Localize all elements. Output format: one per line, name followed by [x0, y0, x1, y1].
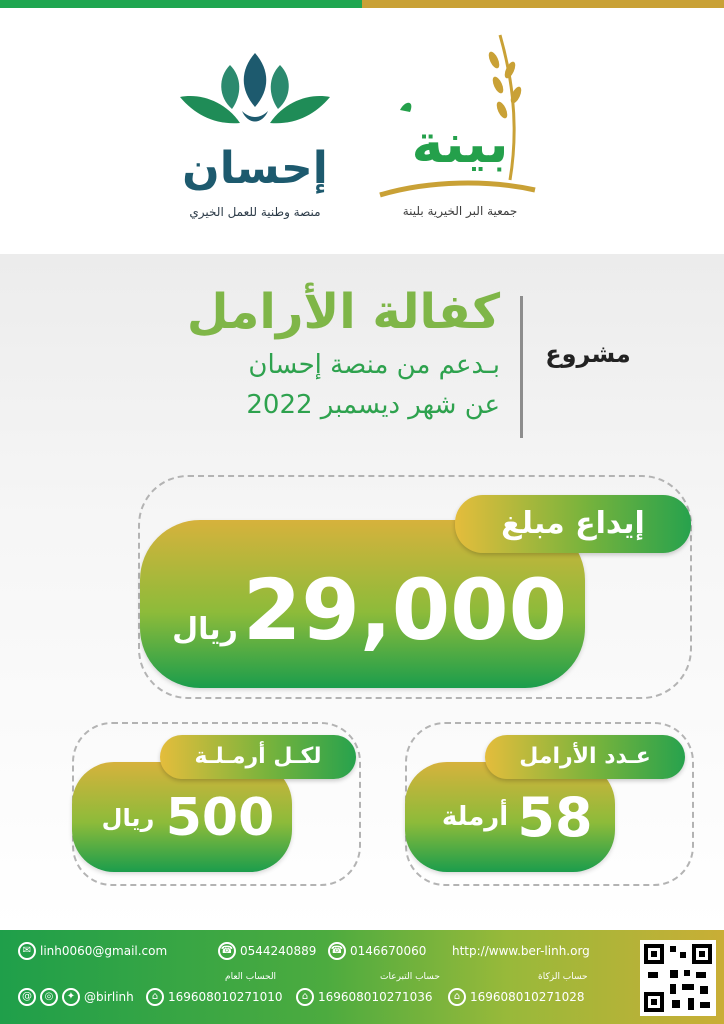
bank-icon: ⌂ [146, 988, 164, 1006]
account-donations [296, 988, 433, 1006]
account-general-label: الحساب العام [225, 972, 277, 982]
qr-code[interactable] [640, 940, 716, 1016]
footer-email[interactable] [18, 942, 167, 960]
account-general [146, 988, 283, 1006]
top-bar-gold [362, 0, 724, 8]
phone-icon: ☎ [328, 942, 346, 960]
deposit-currency: ريال [172, 612, 238, 647]
deposit-amount: 29,000 [242, 561, 568, 659]
top-bar-green [0, 0, 362, 8]
widows-count-unit: أرملة [441, 802, 509, 832]
ehsan-leaf-icon [170, 45, 340, 140]
twitter-icon: ✦ [62, 988, 80, 1006]
bayna-logo [360, 30, 560, 230]
project-subtitle-line2: عن شهر ديسمبر 2022 [246, 390, 500, 420]
at-icon: @ [18, 988, 36, 1006]
footer-phone2[interactable] [328, 942, 426, 960]
ehsan-name: إحسان [182, 143, 328, 194]
footer-phone1[interactable] [218, 942, 316, 960]
qr-code-icon [640, 940, 716, 1016]
deposit-label-pill: إيداع مبلغ [455, 495, 691, 553]
account-zakat-label: حساب الزكاة [538, 972, 588, 982]
account-general-number: 169608010271010 [168, 990, 283, 1004]
project-label: مشروع [545, 340, 631, 368]
bank-icon: ⌂ [296, 988, 314, 1006]
account-donations-number: 169608010271036 [318, 990, 433, 1004]
account-donations-label: حساب التبرعات [380, 972, 440, 982]
phone-icon: ☎ [218, 942, 236, 960]
top-color-bar [0, 0, 724, 8]
footer-social-text: @birlinh [84, 990, 134, 1004]
footer-phone2-text: 0146670060 [350, 944, 427, 958]
footer-phone1-text: 0544240889 [240, 944, 317, 958]
per-widow-value: 500 [165, 788, 275, 848]
footer-email-text: linh0060@gmail.com [40, 944, 168, 958]
ehsan-logo [170, 45, 340, 230]
footer-website[interactable] [452, 944, 590, 958]
instagram-icon: ◎ [40, 988, 58, 1006]
title-divider [520, 296, 523, 438]
project-title: كفالة الأرامل [186, 284, 500, 340]
account-zakat [448, 988, 585, 1006]
footer-website-text: http://www.ber-linh.org [452, 944, 590, 958]
mail-icon: ✉ [18, 942, 36, 960]
per-widow-label-pill: لكـل أرمـلـة [160, 735, 356, 779]
bayna-name: بينة [411, 112, 509, 175]
widows-count-value: 58 [517, 786, 593, 849]
widows-count-label-pill: عـدد الأرامل [485, 735, 685, 779]
per-widow-currency: ريال [101, 804, 155, 832]
footer-social[interactable] [18, 988, 134, 1006]
project-subtitle-line1: بـدعم من منصة إحسان [248, 350, 500, 380]
ehsan-tagline: منصة وطنية للعمل الخيري [189, 205, 321, 219]
bank-icon: ⌂ [448, 988, 466, 1006]
account-zakat-number: 169608010271028 [470, 990, 585, 1004]
bayna-tagline: جمعية البر الخيرية بلينة [402, 204, 518, 218]
